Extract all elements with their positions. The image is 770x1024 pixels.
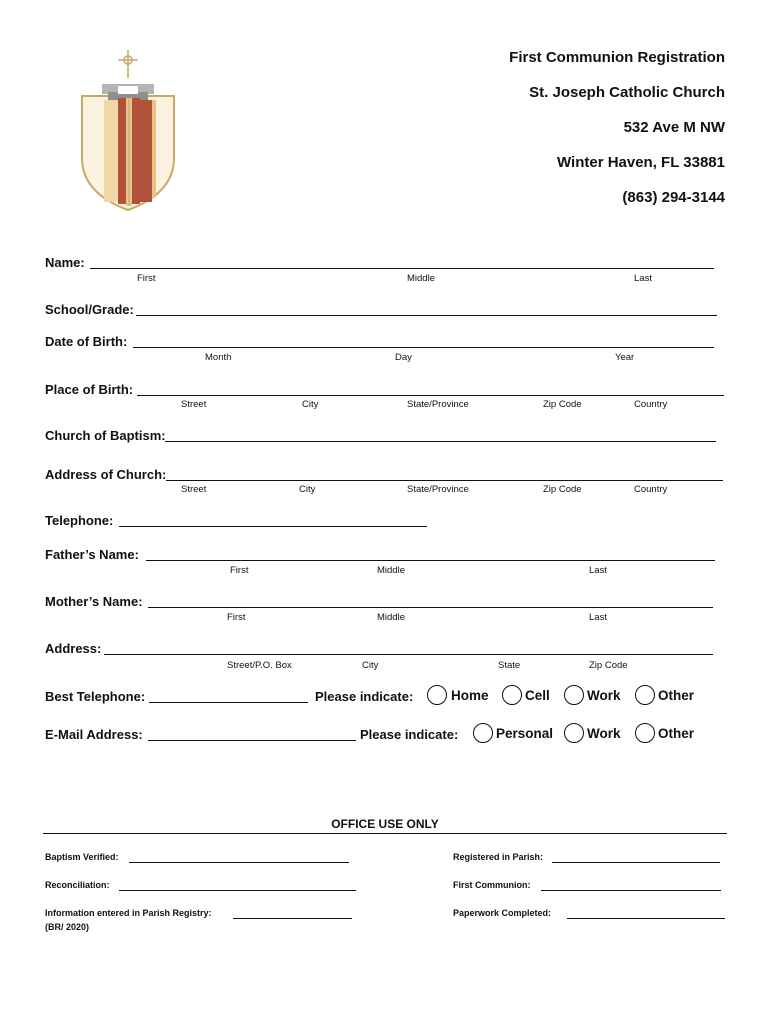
pob-street-sub: Street	[181, 399, 207, 410]
father-first-sub: First	[230, 565, 249, 576]
pob-field[interactable]	[137, 395, 724, 396]
first-communion-label: First Communion:	[453, 880, 531, 890]
mother-label: Mother’s Name:	[45, 594, 143, 609]
phone-other-label: Other	[658, 688, 695, 703]
phone-home-label: Home	[451, 688, 489, 703]
email-label: E-Mail Address:	[45, 727, 143, 742]
father-label: Father’s Name:	[45, 547, 139, 562]
address-zip-sub: Zip Code	[589, 660, 628, 671]
registered-field[interactable]	[552, 862, 720, 863]
name-field[interactable]	[90, 268, 714, 269]
baptism-church-label: Church of Baptism:	[45, 428, 166, 443]
phone-cell-radio[interactable]	[502, 685, 522, 705]
father-field[interactable]	[146, 560, 715, 561]
email-work-label: Work	[587, 726, 621, 741]
phone-cell-label: Cell	[525, 688, 550, 703]
church-street: 532 Ave M NW	[623, 119, 725, 136]
phone-work-radio[interactable]	[564, 685, 584, 705]
form-title: First Communion Registration	[509, 49, 725, 66]
registry-field[interactable]	[233, 918, 352, 919]
office-use-title: OFFICE USE ONLY	[331, 817, 439, 831]
church-address-street-sub: Street	[181, 484, 207, 495]
address-label: Address:	[45, 641, 102, 656]
dob-label: Date of Birth:	[45, 334, 128, 349]
dob-day-sub: Day	[395, 352, 412, 363]
email-personal-radio[interactable]	[473, 723, 493, 743]
registry-label: Information entered in Parish Registry:	[45, 908, 212, 918]
paperwork-field[interactable]	[567, 918, 725, 919]
school-label: School/Grade:	[45, 302, 134, 317]
dob-year-sub: Year	[615, 352, 635, 363]
pob-zip-sub: Zip Code	[543, 399, 582, 410]
name-last-sub: Last	[634, 273, 652, 284]
email-other-label: Other	[658, 726, 695, 741]
email-personal-label: Personal	[496, 726, 554, 741]
church-crest-logo	[78, 48, 178, 212]
church-address-zip-sub: Zip Code	[543, 484, 582, 495]
name-label: Name:	[45, 255, 85, 270]
dob-month-sub: Month	[205, 352, 232, 363]
pob-country-sub: Country	[634, 399, 668, 410]
pob-state-sub: State/Province	[407, 399, 469, 410]
church-address-state-sub: State/Province	[407, 484, 469, 495]
email-other-radio[interactable]	[635, 723, 655, 743]
school-field[interactable]	[136, 315, 717, 316]
church-address-country-sub: Country	[634, 484, 668, 495]
church-city: Winter Haven, FL 33881	[557, 154, 725, 171]
form-code: (BR/ 2020)	[45, 922, 90, 932]
address-city-sub: City	[362, 660, 379, 671]
best-phone-indicate: Please indicate:	[315, 689, 414, 704]
name-middle-sub: Middle	[407, 273, 435, 284]
telephone-label: Telephone:	[45, 513, 114, 528]
baptism-church-field[interactable]	[165, 441, 716, 442]
father-middle-sub: Middle	[377, 565, 405, 576]
church-address-city-sub: City	[299, 484, 316, 495]
phone-other-radio[interactable]	[635, 685, 655, 705]
reconciliation-field[interactable]	[119, 890, 356, 891]
name-first-sub: First	[137, 273, 156, 284]
baptism-verified-label: Baptism Verified:	[45, 852, 119, 862]
best-phone-label: Best Telephone:	[45, 689, 146, 704]
mother-first-sub: First	[227, 612, 246, 623]
best-phone-field[interactable]	[149, 702, 308, 703]
telephone-field[interactable]	[119, 526, 427, 527]
registered-label: Registered in Parish:	[453, 852, 544, 862]
phone-home-radio[interactable]	[427, 685, 447, 705]
pob-city-sub: City	[302, 399, 319, 410]
address-state-sub: State	[498, 660, 521, 671]
email-indicate: Please indicate:	[360, 727, 459, 742]
phone-work-label: Work	[587, 688, 621, 703]
address-street-sub: Street/P.O. Box	[227, 660, 292, 671]
church-address-field[interactable]	[166, 480, 723, 481]
father-last-sub: Last	[589, 565, 607, 576]
church-phone: (863) 294-3144	[622, 189, 725, 206]
dob-field[interactable]	[133, 347, 714, 348]
first-communion-field[interactable]	[541, 890, 721, 891]
church-name: St. Joseph Catholic Church	[529, 84, 725, 101]
address-field[interactable]	[104, 654, 713, 655]
paperwork-label: Paperwork Completed:	[453, 908, 552, 918]
mother-field[interactable]	[148, 607, 713, 608]
baptism-verified-field[interactable]	[129, 862, 349, 863]
reconciliation-label: Reconciliation:	[45, 880, 110, 890]
mother-last-sub: Last	[589, 612, 607, 623]
email-field[interactable]	[148, 740, 356, 741]
mother-middle-sub: Middle	[377, 612, 405, 623]
email-work-radio[interactable]	[564, 723, 584, 743]
church-address-label: Address of Church:	[45, 467, 167, 482]
pob-label: Place of Birth:	[45, 382, 134, 397]
office-divider	[43, 833, 727, 834]
